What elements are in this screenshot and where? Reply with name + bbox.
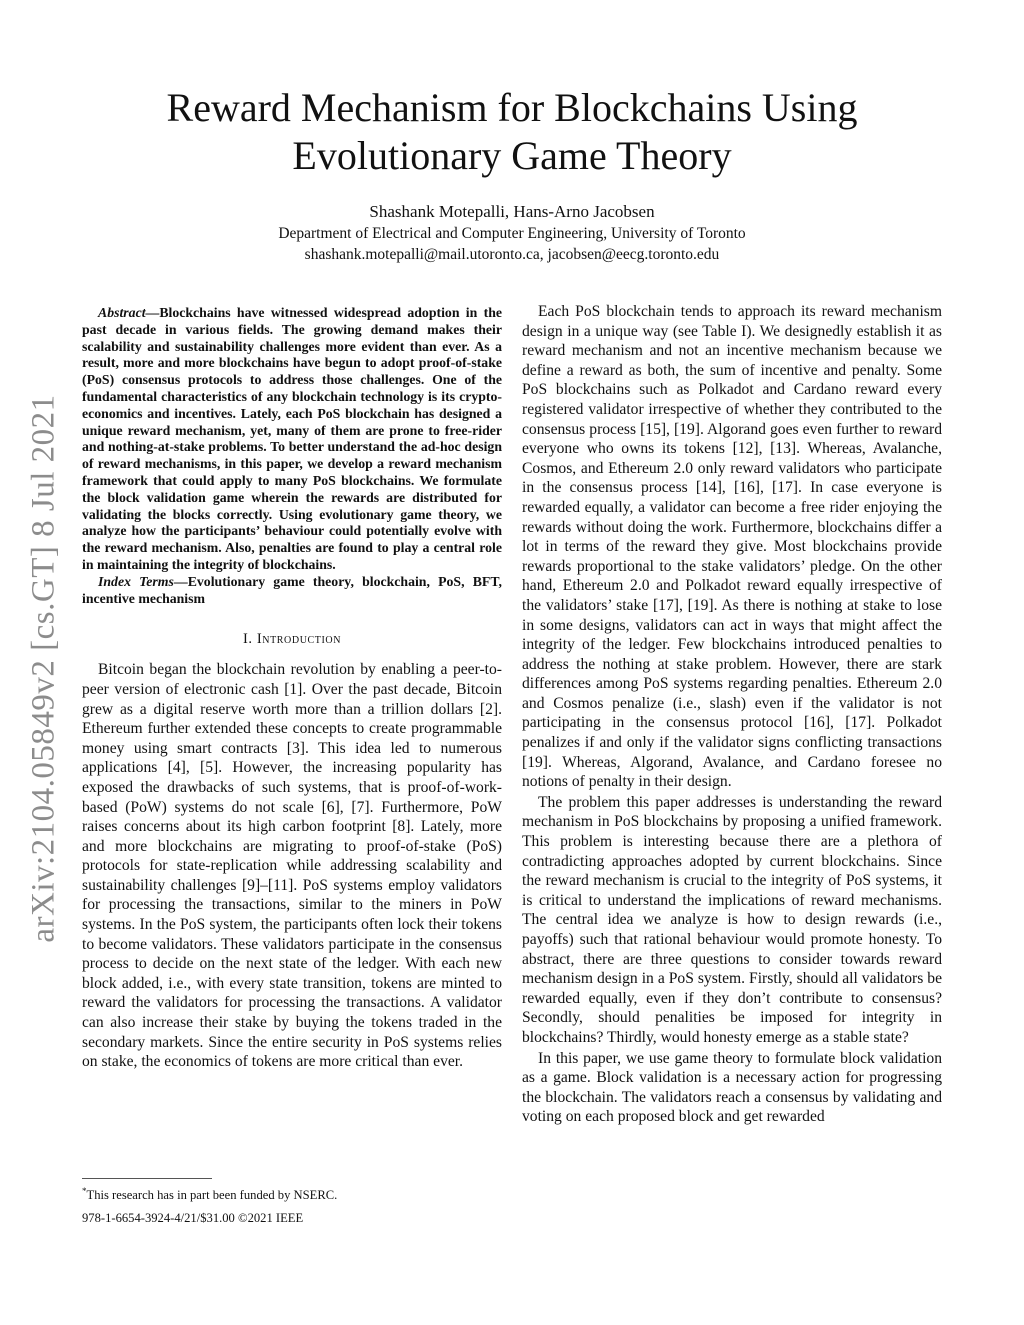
body-paragraph: In this paper, we use game theory to formulate block validation as a game. Block validation is a necessary action for progressing the blockchain. The validators reach a consensus by validating and voting on each proposed block and get rewarded xyxy=(522,1049,942,1126)
abstract xyxy=(82,305,502,574)
left-column xyxy=(82,305,502,1072)
affiliation: Department of Electrical and Computer Engineering, University of Toronto xyxy=(278,225,746,242)
index-terms-text: —Evolutionary game theory, blockchain, PoS, BFT, incentive mechanism xyxy=(82,573,502,606)
intro-paragraph: Bitcoin began the blockchain revolution by enabling a peer-to-peer version of electronic cash [1]. Over the past decade, Bitcoin grew as a digital reserve worth more than a trillion dollars [2]. Ethereum further extended these concepts to create programmable money using smart contracts [3]. This idea led to numerous applications [4], [5]. However, the increasing popularity has exposed the drawbacks of such systems, that is proof-of-work-based (PoW) systems do not scale [6], [7]. Furthermore, PoW raises concerns about its high carbon footprint [8]. Lately, more and more blockchains are migrating to proof-of-stake (PoS) protocols for state-replication while addressing scalability and sustainability challenges [9]–[11]. PoS systems employ validators for processing the transactions, similar to the miners in PoW systems. In the PoS system, the participants often lock their tokens to become validators. These validators participate in the consensus process to decide on the next state of the ledger. With each new block added, i.e., with every state transition, tokens are minted to reward the validators for processing the transactions. A validator can also increase their stake by buying the tokens traded in the secondary markets. Since the entire security in PoS systems relies on stake, the economics of tokens are more critical than ever. xyxy=(82,661,502,1071)
arxiv-identifier xyxy=(22,378,66,958)
footnote xyxy=(82,1186,337,1203)
section-heading-text: I. Introduction xyxy=(242,631,342,648)
paper-title: Reward Mechanism for Blockchains Using Evolutionary Game Theory xyxy=(166,85,858,178)
footnote-mark: * xyxy=(82,1186,87,1196)
authors: Shashank Motepalli, Hans-Arno Jacobsen xyxy=(369,202,655,221)
body-paragraph: The problem this paper addresses is understanding the reward mechanism in PoS blockchains by proposing a unified framework. This problem is interesting because there are a plethora of contradicting approaches adopted by current blockchains. Since the reward mechanism is crucial to the integrity of PoS systems, it is critical to understand the implications of reward mechanisms. The central idea we analyze is how to design rewards (i.e., payoffs) such that rational behaviour would promote honesty. To abstract, there are three questions to consider towards reward mechanism design in a PoS system. Firstly, should all validators be rewarded equally, even if they don’t contribute to consensus? Secondly, should penalities be imposed for integrity in blockchains? Thirdly, would honesty emerge as a stable state? xyxy=(522,793,942,1046)
index-terms-label: Index Terms xyxy=(98,573,174,589)
author-emails: shashank.motepalli@mail.utoronto.ca, jacobsen@eecg.toronto.edu xyxy=(304,246,720,263)
copyright-notice: 978-1-6654-3924-4/21/$31.00 ©2021 IEEE xyxy=(82,1211,304,1225)
right-column xyxy=(522,302,942,1127)
index-terms xyxy=(82,574,502,608)
arxiv-identifier-text: arXiv:2104.05849v2 [cs.GT] 8 Jul 2021 xyxy=(25,393,62,943)
section-heading-introduction xyxy=(82,631,502,648)
abstract-label: Abstract xyxy=(98,305,146,320)
footnote-text: This research has in part been funded by NSERC. xyxy=(86,1188,338,1203)
footnote-divider xyxy=(82,1178,212,1179)
body-paragraph: Each PoS blockchain tends to approach its reward mechanism design in a unique way (see Table I). We designedly establish it as reward mechanism and not an incentive mechanism because we define a reward as both, the sum of incentive and penalty. Some PoS blockchains such as Polkadot and Cardano reward every registered validator irrespective of whether they contributed to the consensus process [15], [19]. Algorand goes even further to reward everyone who owns its tokens [12], [13]. Whereas, Avalanche, Cosmos, and Ethereum 2.0 only reward validators who participate in the consensus process [14], [16], [17]. In case everyone is rewarded equally, a validator can become a free rider enjoying the rewards without doing the work. Furthermore, blockchains differ a lot in terms of the reward they give. Most blockchains provide rewards proportional to the stake validators’ pledge. On the other hand, Ethereum 2.0 and Polkadot reward equally irrespective of the validators’ stake [17], [19]. As there is nothing at stake to lose in some designs, validators can act in ways that might affect the integrity of the ledger. Few blockchains introduced penalties to address the nothing at stake problem. However, there are stark differences among PoS systems regarding penalties. Ethereum 2.0 and Cosmos penalize (i.e., slash) even if the validator is not participating in the consensus protocol [16], [17]. Polkadot penalizes if and only if the validator signs conflicting transactions [19]. Whereas, Algorand, Avalance, and Cardano foresee no notions of penalty in their design. xyxy=(522,303,942,791)
abstract-text: —Blockchains have witnessed widespread adoption in the past decade in various fields. The growing demand makes their scalability and sustainability challenges more evident than ever. As a result, more and more blockchains have begun to adopt proof-of-stake (PoS) consensus protocols to address those challenges. One of the fundamental characteristics of any blockchain technology is its crypto-economics and incentives. Lately, each PoS blockchain has designed a unique reward mechanism, yet, many of them are prone to free-rider and nothing-at-stake problems. To better understand the ad-hoc design of reward mechanisms, in this paper, we develop a reward mechanism framework that could apply to many PoS blockchains. We formulate the block validation game wherein the rewards are distributed for validating the blocks correctly. Using evolutionary game theory, we analyze how the participants’ behaviour could potentially evolve with the reward mechanism. Also, penalties are found to play a central role in maintaining the integrity of blockchains. xyxy=(82,305,502,572)
